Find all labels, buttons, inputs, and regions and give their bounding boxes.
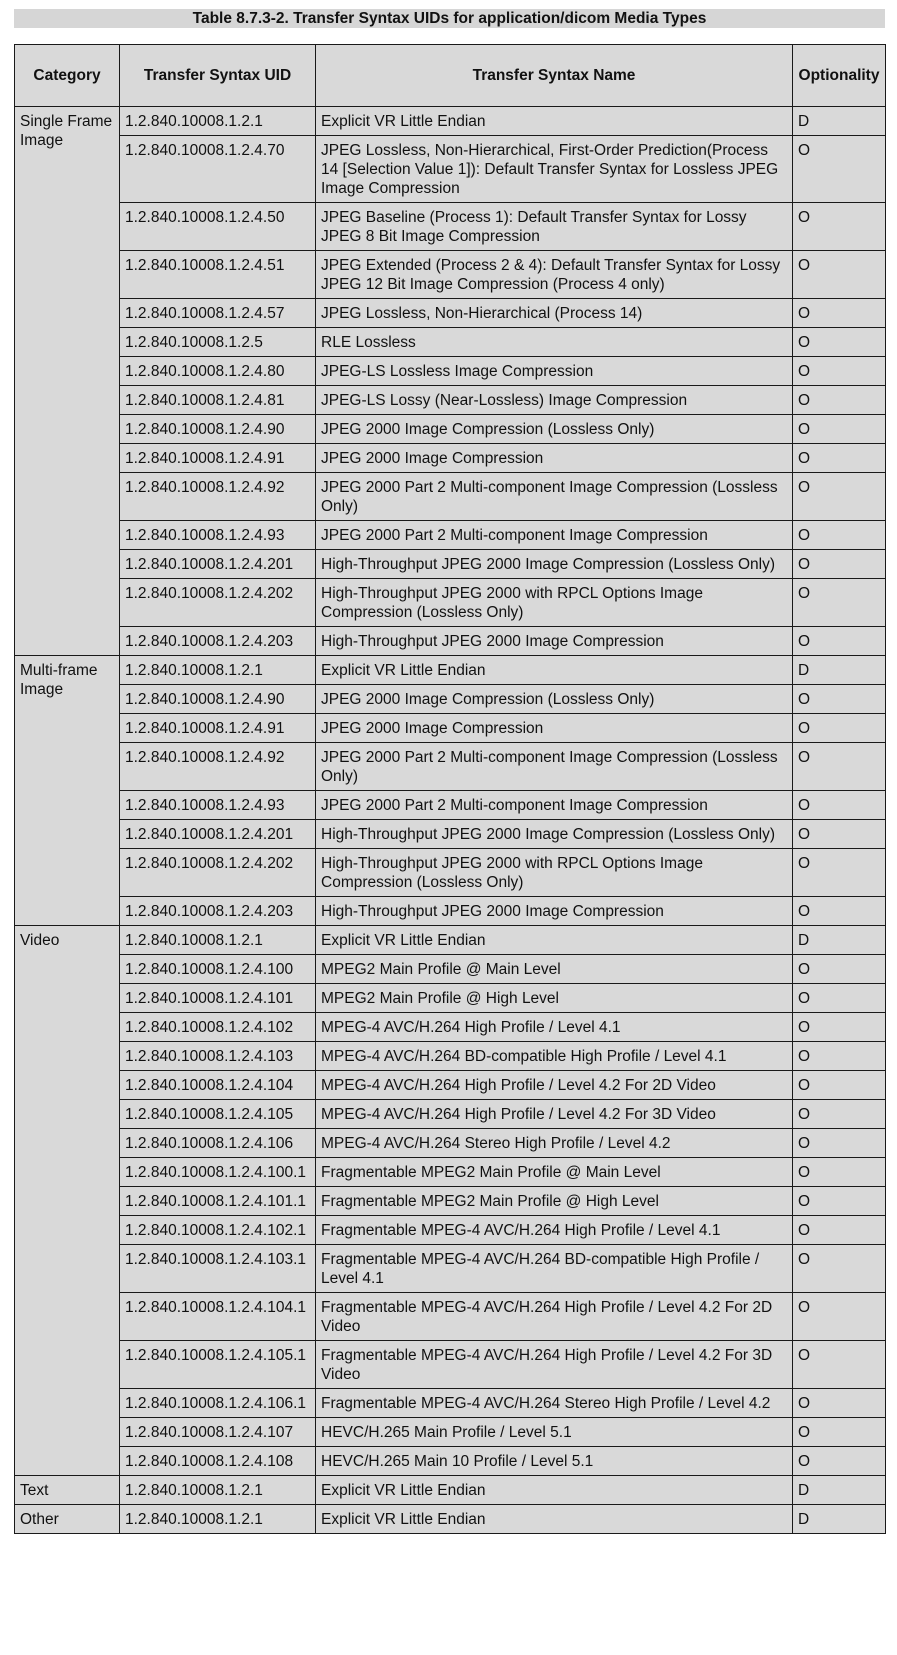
uid-cell: 1.2.840.10008.1.2.4.90	[120, 685, 316, 714]
syntax-name-cell: High-Throughput JPEG 2000 with RPCL Options Image Compression (Lossless Only)	[316, 849, 793, 897]
optionality-cell: O	[793, 1187, 886, 1216]
syntax-name-cell: JPEG Extended (Process 2 & 4): Default Transfer Syntax for Lossy JPEG 12 Bit Image Compression (Process 4 only)	[316, 251, 793, 299]
syntax-name-cell: Fragmentable MPEG2 Main Profile @ Main Level	[316, 1158, 793, 1187]
uid-cell: 1.2.840.10008.1.2.1	[120, 1476, 316, 1505]
uid-cell: 1.2.840.10008.1.2.4.203	[120, 627, 316, 656]
syntax-name-cell: MPEG-4 AVC/H.264 BD-compatible High Profile / Level 4.1	[316, 1042, 793, 1071]
category-cell: Multi-frame Image	[15, 656, 120, 926]
syntax-name-cell: JPEG 2000 Image Compression (Lossless Only)	[316, 685, 793, 714]
table-row	[15, 1505, 886, 1534]
optionality-cell: O	[793, 820, 886, 849]
syntax-name-cell: MPEG-4 AVC/H.264 High Profile / Level 4.2 For 3D Video	[316, 1100, 793, 1129]
optionality-cell: O	[793, 1071, 886, 1100]
syntax-name-cell: Fragmentable MPEG-4 AVC/H.264 High Profile / Level 4.2 For 3D Video	[316, 1341, 793, 1389]
uid-cell: 1.2.840.10008.1.2.4.104	[120, 1071, 316, 1100]
syntax-name-cell: High-Throughput JPEG 2000 Image Compression	[316, 627, 793, 656]
syntax-name-cell: Fragmentable MPEG-4 AVC/H.264 High Profile / Level 4.1	[316, 1216, 793, 1245]
uid-cell: 1.2.840.10008.1.2.4.103.1	[120, 1245, 316, 1293]
table-row	[15, 1341, 886, 1389]
syntax-name-cell: Fragmentable MPEG2 Main Profile @ High Level	[316, 1187, 793, 1216]
transfer-syntax-table	[14, 44, 886, 1534]
uid-cell: 1.2.840.10008.1.2.4.105.1	[120, 1341, 316, 1389]
syntax-name-cell: Fragmentable MPEG-4 AVC/H.264 High Profile / Level 4.2 For 2D Video	[316, 1293, 793, 1341]
category-cell: Single Frame Image	[15, 107, 120, 656]
syntax-name-cell: High-Throughput JPEG 2000 with RPCL Options Image Compression (Lossless Only)	[316, 579, 793, 627]
syntax-name-cell: JPEG 2000 Part 2 Multi-component Image Compression (Lossless Only)	[316, 473, 793, 521]
table-row	[15, 1158, 886, 1187]
syntax-name-cell: Explicit VR Little Endian	[316, 926, 793, 955]
table-row	[15, 579, 886, 627]
table-row	[15, 714, 886, 743]
uid-cell: 1.2.840.10008.1.2.4.102	[120, 1013, 316, 1042]
syntax-name-cell: HEVC/H.265 Main Profile / Level 5.1	[316, 1418, 793, 1447]
optionality-cell: O	[793, 136, 886, 203]
syntax-name-cell: JPEG 2000 Part 2 Multi-component Image Compression (Lossless Only)	[316, 743, 793, 791]
uid-cell: 1.2.840.10008.1.2.4.102.1	[120, 1216, 316, 1245]
uid-cell: 1.2.840.10008.1.2.4.105	[120, 1100, 316, 1129]
optionality-cell: O	[793, 1245, 886, 1293]
table-row	[15, 791, 886, 820]
table-row	[15, 550, 886, 579]
table-row	[15, 473, 886, 521]
table-row	[15, 820, 886, 849]
uid-cell: 1.2.840.10008.1.2.4.108	[120, 1447, 316, 1476]
syntax-name-cell: Explicit VR Little Endian	[316, 1505, 793, 1534]
table-row	[15, 1447, 886, 1476]
optionality-cell: O	[793, 714, 886, 743]
syntax-name-cell: JPEG Lossless, Non-Hierarchical, First-Order Prediction(Process 14 [Selection Value 1]): Default Transfer Syntax for Lossless JPEG Image Compression	[316, 136, 793, 203]
optionality-cell: O	[793, 299, 886, 328]
uid-cell: 1.2.840.10008.1.2.4.103	[120, 1042, 316, 1071]
syntax-name-cell: MPEG2 Main Profile @ High Level	[316, 984, 793, 1013]
table-title: Table 8.7.3-2. Transfer Syntax UIDs for application/dicom Media Types	[14, 9, 885, 28]
syntax-name-cell: JPEG 2000 Part 2 Multi-component Image Compression	[316, 791, 793, 820]
table-header-row	[15, 45, 886, 107]
uid-cell: 1.2.840.10008.1.2.4.106	[120, 1129, 316, 1158]
syntax-name-cell: MPEG2 Main Profile @ Main Level	[316, 955, 793, 984]
table-row	[15, 1042, 886, 1071]
syntax-name-cell: MPEG-4 AVC/H.264 High Profile / Level 4.2 For 2D Video	[316, 1071, 793, 1100]
table-row	[15, 1187, 886, 1216]
optionality-cell: O	[793, 550, 886, 579]
category-cell: Other	[15, 1505, 120, 1534]
syntax-name-cell: High-Throughput JPEG 2000 Image Compression (Lossless Only)	[316, 550, 793, 579]
optionality-cell: O	[793, 791, 886, 820]
uid-cell: 1.2.840.10008.1.2.4.104.1	[120, 1293, 316, 1341]
optionality-cell: O	[793, 1389, 886, 1418]
syntax-name-cell: High-Throughput JPEG 2000 Image Compression (Lossless Only)	[316, 820, 793, 849]
header-category: Category	[15, 45, 120, 107]
table-row	[15, 1418, 886, 1447]
uid-cell: 1.2.840.10008.1.2.4.100.1	[120, 1158, 316, 1187]
optionality-cell: O	[793, 897, 886, 926]
uid-cell: 1.2.840.10008.1.2.4.57	[120, 299, 316, 328]
table-row	[15, 1071, 886, 1100]
table-row	[15, 415, 886, 444]
optionality-cell: O	[793, 849, 886, 897]
uid-cell: 1.2.840.10008.1.2.4.202	[120, 849, 316, 897]
optionality-cell: O	[793, 473, 886, 521]
optionality-cell: O	[793, 357, 886, 386]
syntax-name-cell: MPEG-4 AVC/H.264 High Profile / Level 4.1	[316, 1013, 793, 1042]
uid-cell: 1.2.840.10008.1.2.4.91	[120, 714, 316, 743]
table-row	[15, 357, 886, 386]
header-uid: Transfer Syntax UID	[120, 45, 316, 107]
uid-cell: 1.2.840.10008.1.2.1	[120, 656, 316, 685]
uid-cell: 1.2.840.10008.1.2.5	[120, 328, 316, 357]
optionality-cell: O	[793, 579, 886, 627]
table-row	[15, 251, 886, 299]
category-cell: Text	[15, 1476, 120, 1505]
syntax-name-cell: RLE Lossless	[316, 328, 793, 357]
uid-cell: 1.2.840.10008.1.2.1	[120, 107, 316, 136]
syntax-name-cell: Explicit VR Little Endian	[316, 1476, 793, 1505]
optionality-cell: O	[793, 685, 886, 714]
optionality-cell: O	[793, 1418, 886, 1447]
uid-cell: 1.2.840.10008.1.2.4.93	[120, 521, 316, 550]
syntax-name-cell: JPEG 2000 Image Compression	[316, 714, 793, 743]
table-row	[15, 299, 886, 328]
uid-cell: 1.2.840.10008.1.2.4.106.1	[120, 1389, 316, 1418]
table-row	[15, 136, 886, 203]
optionality-cell: O	[793, 1341, 886, 1389]
table-row	[15, 897, 886, 926]
uid-cell: 1.2.840.10008.1.2.4.202	[120, 579, 316, 627]
optionality-cell: D	[793, 926, 886, 955]
table-row	[15, 984, 886, 1013]
optionality-cell: O	[793, 1100, 886, 1129]
optionality-cell: O	[793, 743, 886, 791]
uid-cell: 1.2.840.10008.1.2.4.92	[120, 743, 316, 791]
table-row	[15, 1129, 886, 1158]
optionality-cell: D	[793, 107, 886, 136]
uid-cell: 1.2.840.10008.1.2.4.70	[120, 136, 316, 203]
uid-cell: 1.2.840.10008.1.2.4.90	[120, 415, 316, 444]
syntax-name-cell: Fragmentable MPEG-4 AVC/H.264 BD-compatible High Profile / Level 4.1	[316, 1245, 793, 1293]
syntax-name-cell: Explicit VR Little Endian	[316, 107, 793, 136]
syntax-name-cell: JPEG 2000 Image Compression (Lossless Only)	[316, 415, 793, 444]
table-row	[15, 1293, 886, 1341]
table-row	[15, 203, 886, 251]
optionality-cell: O	[793, 251, 886, 299]
table-row	[15, 1245, 886, 1293]
header-optionality: Optionality	[793, 45, 886, 107]
optionality-cell: O	[793, 1129, 886, 1158]
uid-cell: 1.2.840.10008.1.2.1	[120, 926, 316, 955]
optionality-cell: O	[793, 1216, 886, 1245]
uid-cell: 1.2.840.10008.1.2.4.81	[120, 386, 316, 415]
syntax-name-cell: JPEG Lossless, Non-Hierarchical (Process 14)	[316, 299, 793, 328]
uid-cell: 1.2.840.10008.1.2.4.51	[120, 251, 316, 299]
syntax-name-cell: JPEG 2000 Part 2 Multi-component Image Compression	[316, 521, 793, 550]
table-row	[15, 743, 886, 791]
uid-cell: 1.2.840.10008.1.2.4.107	[120, 1418, 316, 1447]
syntax-name-cell: Fragmentable MPEG-4 AVC/H.264 Stereo High Profile / Level 4.2	[316, 1389, 793, 1418]
optionality-cell: O	[793, 1158, 886, 1187]
table-row	[15, 1389, 886, 1418]
syntax-name-cell: HEVC/H.265 Main 10 Profile / Level 5.1	[316, 1447, 793, 1476]
uid-cell: 1.2.840.10008.1.2.1	[120, 1505, 316, 1534]
table-body	[15, 107, 886, 1534]
table-row	[15, 1013, 886, 1042]
uid-cell: 1.2.840.10008.1.2.4.50	[120, 203, 316, 251]
uid-cell: 1.2.840.10008.1.2.4.203	[120, 897, 316, 926]
uid-cell: 1.2.840.10008.1.2.4.91	[120, 444, 316, 473]
category-cell: Video	[15, 926, 120, 1476]
header-name: Transfer Syntax Name	[316, 45, 793, 107]
table-row	[15, 926, 886, 955]
optionality-cell: O	[793, 1293, 886, 1341]
uid-cell: 1.2.840.10008.1.2.4.101.1	[120, 1187, 316, 1216]
table-row	[15, 656, 886, 685]
uid-cell: 1.2.840.10008.1.2.4.93	[120, 791, 316, 820]
syntax-name-cell: MPEG-4 AVC/H.264 Stereo High Profile / Level 4.2	[316, 1129, 793, 1158]
optionality-cell: D	[793, 1476, 886, 1505]
optionality-cell: O	[793, 328, 886, 357]
table-row	[15, 1476, 886, 1505]
uid-cell: 1.2.840.10008.1.2.4.80	[120, 357, 316, 386]
table-row	[15, 849, 886, 897]
uid-cell: 1.2.840.10008.1.2.4.100	[120, 955, 316, 984]
optionality-cell: O	[793, 984, 886, 1013]
optionality-cell: O	[793, 203, 886, 251]
optionality-cell: O	[793, 415, 886, 444]
uid-cell: 1.2.840.10008.1.2.4.92	[120, 473, 316, 521]
optionality-cell: O	[793, 1042, 886, 1071]
optionality-cell: O	[793, 386, 886, 415]
table-row	[15, 955, 886, 984]
syntax-name-cell: JPEG Baseline (Process 1): Default Transfer Syntax for Lossy JPEG 8 Bit Image Compression	[316, 203, 793, 251]
optionality-cell: O	[793, 521, 886, 550]
syntax-name-cell: Explicit VR Little Endian	[316, 656, 793, 685]
table-row	[15, 107, 886, 136]
syntax-name-cell: High-Throughput JPEG 2000 Image Compression	[316, 897, 793, 926]
optionality-cell: O	[793, 1447, 886, 1476]
table-row	[15, 328, 886, 357]
table-row	[15, 521, 886, 550]
syntax-name-cell: JPEG-LS Lossy (Near-Lossless) Image Compression	[316, 386, 793, 415]
optionality-cell: O	[793, 444, 886, 473]
optionality-cell: O	[793, 955, 886, 984]
optionality-cell: O	[793, 1013, 886, 1042]
table-row	[15, 444, 886, 473]
optionality-cell: O	[793, 627, 886, 656]
table-row	[15, 627, 886, 656]
table-row	[15, 386, 886, 415]
uid-cell: 1.2.840.10008.1.2.4.201	[120, 820, 316, 849]
uid-cell: 1.2.840.10008.1.2.4.101	[120, 984, 316, 1013]
table-row	[15, 685, 886, 714]
optionality-cell: D	[793, 1505, 886, 1534]
uid-cell: 1.2.840.10008.1.2.4.201	[120, 550, 316, 579]
optionality-cell: D	[793, 656, 886, 685]
syntax-name-cell: JPEG 2000 Image Compression	[316, 444, 793, 473]
table-row	[15, 1100, 886, 1129]
table-row	[15, 1216, 886, 1245]
syntax-name-cell: JPEG-LS Lossless Image Compression	[316, 357, 793, 386]
